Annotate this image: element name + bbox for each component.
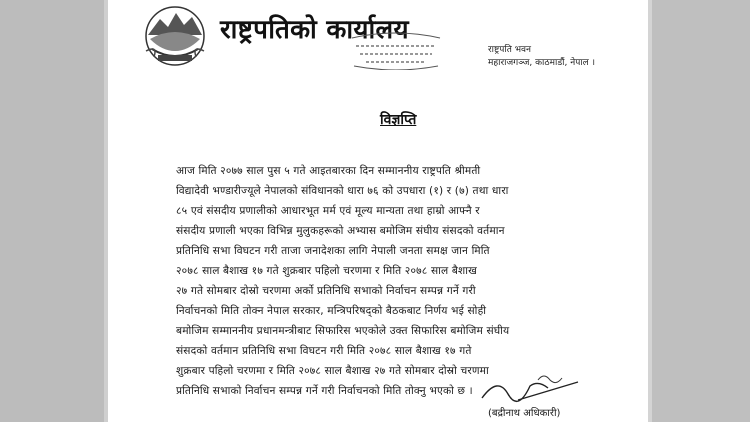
office-title: राष्ट्रपतिको कार्यालय (220, 15, 409, 45)
body-line: संसदको वर्तमान प्रतिनिधि सभा विघटन गरी मिति २०७८ साल बैशाख १७ गते (176, 345, 472, 357)
handwritten-signature-icon (478, 370, 588, 404)
right-margin (648, 0, 750, 422)
body-line: शुक्रबार पहिलो चरणमा र मिति २०७८ साल बैशाख २७ गते सोमबार दोस्रो चरणमा (176, 365, 489, 377)
body-line: ८५ एवं संसदीय प्रणालीको आधारभूत मर्म एवं मूल्य मान्यता तथा हाम्रो आफ्नै र (176, 205, 480, 217)
body-line: बमोजिम सम्माननीय प्रधानमन्त्रीबाट सिफारिस भएकोले उक्त सिफारिस बमोजिम संघीय (176, 325, 510, 337)
office-stamp-icon (346, 30, 446, 70)
body-line: प्रतिनिधि सभाको निर्वाचन सम्पन्न गर्ने गरी निर्वाचनको मिति तोक्नु भएको छ । (176, 385, 473, 397)
document-page (108, 0, 648, 422)
national-emblem-icon (138, 5, 212, 67)
body-line: प्रतिनिधि सभा विघटन गरी ताजा जनादेशका लागि नेपाली जनता समक्ष जान मिति (176, 245, 490, 257)
address-line-2: महाराजगञ्ज, काठमाडौं, नेपाल । (488, 58, 596, 68)
body-line: निर्वाचनको मिति तोक्न नेपाल सरकार, मन्त्रिपरिषद्को बैठकबाट निर्णय भई सोही (176, 305, 487, 317)
body-line: २०७८ साल बैशाख १७ गते शुक्रबार पहिलो चरणमा र मिति २०७८ साल बैशाख (176, 265, 477, 277)
signatory-name: (बद्रीनाथ अधिकारी) (488, 408, 561, 419)
left-margin (0, 0, 108, 422)
body-line: विद्यादेवी भण्डारीज्यूले नेपालको संविधानको धारा ७६ को उपधारा (१) र (७) तथा धारा (176, 185, 509, 197)
body-line: २७ गते सोमबार दोस्रो चरणमा अर्को प्रतिनिधि सभाको निर्वाचन सम्पन्न गर्ने गरी (176, 285, 476, 297)
address-line-1: राष्ट्रपति भवन (488, 45, 532, 55)
notice-title: विज्ञप्ति (380, 112, 417, 128)
body-line: आज मिति २०७७ साल पुस ५ गते आइतबारका दिन सम्माननीय राष्ट्रपति श्रीमती (176, 165, 481, 177)
body-line: संसदीय प्रणाली भएका विभिन्न मुलुकहरूको अभ्यास बमोजिम संघीय संसदको वर्तमान (176, 225, 505, 237)
